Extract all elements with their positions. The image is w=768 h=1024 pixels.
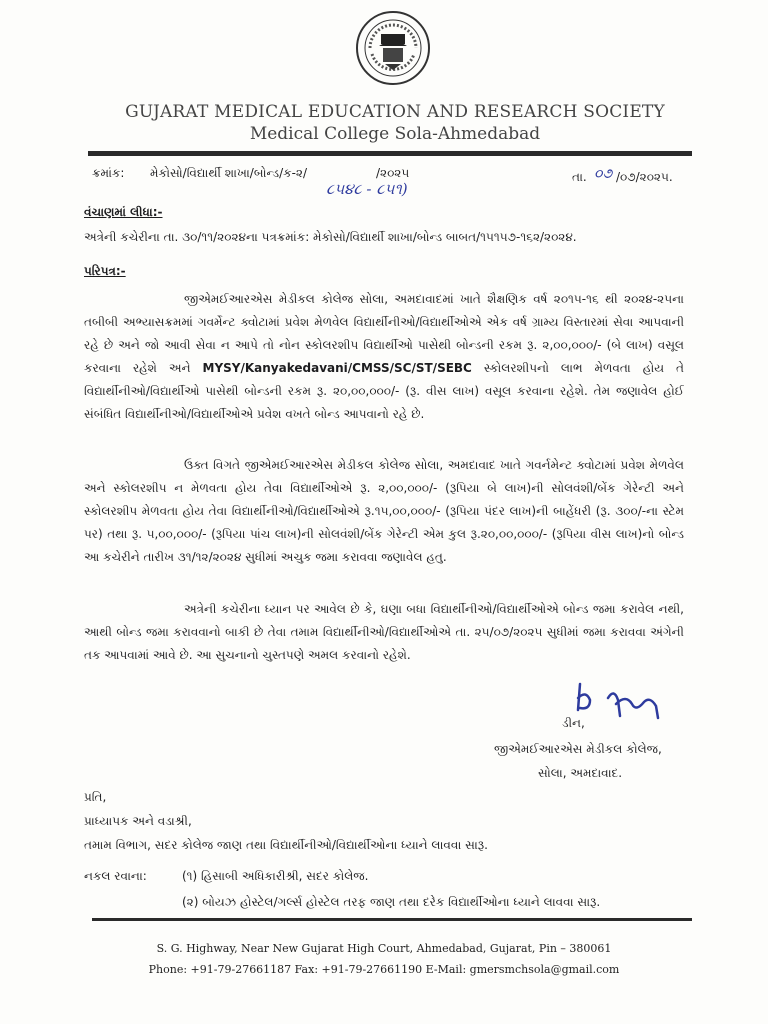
date-label: તા.	[572, 170, 587, 184]
copy-to-item-2: (૨) બોયઝ હોસ્ટેલ/ગર્લ્સ હોસ્ટેલ તરફ જાણ તથા દરેક વિદ્યાર્થીઓના ધ્યાને લાવવા સારૂ.	[182, 895, 601, 909]
ref-number: મેકોસો/વિદ્યાર્થી શાખા/બોન્ડ/ક-૨/	[150, 166, 308, 180]
footer-address: S. G. Highway, Near New Gujarat High Court, Ahmedabad, Gujarat, Pin – 380061	[156, 942, 612, 955]
to-line-1: પ્રાધ્યાપક અને વડાશ્રી,	[84, 814, 192, 828]
read-reference-text: અત્રેની કચેરીના તા. ૩૦/૧૧/૨૦૨૪ના પત્રક્રમાંક: મેકોસો/વિદ્યાર્થી શાખા/બોન્ડ બાબત/૧૫૧૫૭-૧૬૨/૨૦૨૪.	[84, 230, 577, 244]
date-rest: /૦૭/૨૦૨૫.	[616, 170, 673, 184]
college-name: Medical College Sola-Ahmedabad	[249, 124, 541, 144]
scholarship-schemes: MYSY/Kanyakedavani/CMSS/SC/ST/SEBC	[202, 361, 472, 375]
dean-label: ડીન,	[562, 716, 585, 730]
ref-label: ક્રમાંક:	[92, 166, 125, 180]
header-rule	[88, 151, 692, 156]
signatory-city: સોલા, અમદાવાદ.	[538, 766, 623, 780]
ref-year: /૨૦૨૫	[376, 166, 410, 180]
circular-paragraph-2: ઉક્ત વિગતે જીએમઈઆરએસ મેડીકલ કોલેજ સોલા, અમદાવાદ ખાતે ગવર્નમેન્ટ ક્વોટામાં પ્રવેશ મેળવેલ અને સ્કોલરશીપ ન મેળવતા હોય તેવા વિદ્યાર્થીઓએ રૂ. ૨,૦૦,૦૦૦/- (રૂપિયા બે લાખ)ની સોલવંશી/બેંક ગેરેન્ટી અને સ્કોલરશીપ મેળવતા હોય તેવા વિદ્યાર્થીનીઓ/વિદ્યાર્થીઓએ રૂ.૧૫,૦૦,૦૦૦/- (રૂપિયા પંદર લાખ)ની બાહેંધરી (રૂ. ૩૦૦/-ના સ્ટેમ પર) તથા રૂ. ૫,૦૦,૦૦૦/- (રૂપિયા પાંચ લાખ)ની સોલવંશી/બેંક ગેરેન્ટી એમ કુલ રૂ.૨૦,૦૦,૦૦૦/- (રૂપિયા વીસ લાખ)નો બોન્ડ આ કચેરીને તારીખ ૩૧/૧૨/૨૦૨૪ સુધીમાં અચુક જમા કરાવવા જણાવેલ હતુ.	[84, 458, 684, 564]
read-heading: વંચાણમાં લીધા:-	[84, 205, 163, 219]
paragraph-1-text-a: જીએમઈઆરએસ મેડીકલ કોલેજ સોલા, અમદાવાદમાં ખાતે શૈક્ષણિક વર્ષ ૨૦૧૫-૧૬ થી ૨૦૨૪-૨૫ના તબીબી અભ્યાસક્રમમાં ગવર્મેન્ટ ક્વોટામાં પ્રવેશ મેળવેલ વિદ્યાર્થીનીઓ/વિદ્યાર્થીઓએ એક વર્ષ ગ્રામ્ય વિસ્તારમાં સેવા આપવાની રહે છે અને જો આવી સેવા ન આપે તો નોન સ્કોલરશીપ વિદ્યાર્થીઓ પાસેથી બોન્ડની રકમ રૂ. ૨,૦૦,૦૦૦/- (બે લાખ) વસૂલ કરવાના રહેશે અને	[84, 292, 684, 375]
footer-rule	[92, 918, 692, 921]
copy-to-item-1: (૧) હિસાબી અધિકારીશ્રી, સદર કોલેજ.	[182, 869, 369, 883]
paragraph-1-text-b: સ્કોલરશીપનો લાભ મેળવતા હોય તે વિદ્યાર્થીનીઓ/વિદ્યાર્થીઓ પાસેથી બોન્ડની રકમ રૂ. ૨૦,૦૦,૦૦૦/- (રૂ. વીસ લાખ) વસૂલ કરવાના રહેશે. તેમ જણાવેલ હોઈ સંબંધિત વિદ્યાર્થીનીઓ/વિદ્યાર્થીઓએ પ્રવેશ વખતે બોન્ડ આપવાનો રહે છે.	[84, 361, 684, 421]
to-label: પ્રતિ,	[84, 790, 107, 804]
to-line-2: તમામ વિભાગ, સદર કોલેજ જાણ તથા વિદ્યાર્થીનીઓ/વિદ્યાર્થીઓના ધ્યાને લાવવા સારૂ.	[84, 838, 488, 852]
organization-name: GUJARAT MEDICAL EDUCATION AND RESEARCH SOCIETY	[125, 102, 665, 122]
copy-to-label: નકલ રવાના:	[84, 869, 147, 883]
date-day-handwritten: ૦૭	[594, 166, 613, 182]
handwritten-dispatch-number: ૮૫૪૮ - ૮૫૧)	[326, 180, 408, 198]
circular-paragraph-3: અત્રેની કચેરીના ધ્યાન પર આવેલ છે કે, ઘણા બધા વિદ્યાર્થીનીઓ/વિદ્યાર્થીઓએ બોન્ડ જમા કરાવેલ નથી, આથી બોન્ડ જમા કરાવવાનો બાકી છે તેવા તમામ વિદ્યાર્થીનીઓ/વિદ્યાર્થીઓએ તા. ૨૫/૦૭/૨૦૨૫ સુધીમાં જમા કરાવવા અંગેની તક આપવામાં આવે છે. આ સુચનાનો ચુસ્તપણે અમલ કરવાનો રહેશે.	[84, 602, 684, 662]
circular-paragraph-1	[84, 288, 684, 448]
college-seal-emblem	[354, 8, 432, 88]
circular-heading: પરિપત્ર:-	[84, 264, 126, 278]
signatory-college: જીએમઈઆરએસ મેડીકલ કોલેજ,	[494, 742, 662, 756]
footer-contact: Phone: +91-79-27661187 Fax: +91-79-27661190 E-Mail: gmersmchsola@gmail.com	[148, 963, 620, 976]
